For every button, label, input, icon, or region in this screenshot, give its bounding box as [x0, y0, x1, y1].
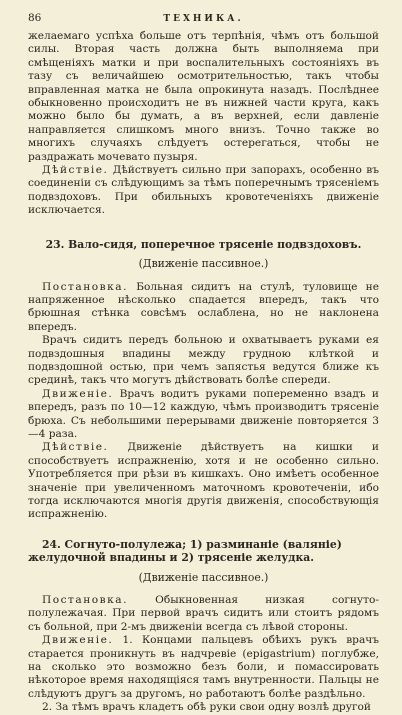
paragraph-action-top [28, 164, 379, 218]
setup-label-24: Постановка. [42, 594, 128, 607]
action-text-23: Движеніе дѣйствуетъ на кишки и способствуетъ испражненію, хотя и не особенно сильно. Употребляется при рѣзи въ кишкахъ. Оно имѣетъ особенное значеніе при увеличенномъ маточномъ кровотеченіи, ибо тогда исключаются многія другія движенія, способствующія испражненію. [28, 441, 379, 521]
section-23-movement [28, 388, 379, 442]
section-24-title: 24. Согнуто-полулежа; 1) разминаніе (валяніе) желудочной впадины и 2) трясеніе желудка. [28, 537, 342, 565]
section-23-paragraph-2: Врачъ сидитъ передъ больною и охватываетъ руками ея подвздошныя впадины между грудною клѣткой и подвздошной остью, при чемъ запястья ведутся ближе къ срединѣ, такъ что могутъ дѣйствовать болѣе спереди. [28, 334, 379, 387]
section-23-setup [28, 281, 379, 335]
running-header [28, 12, 379, 30]
section-23-subtitle: (Движеніе пассивное.) [138, 257, 269, 271]
action-label-23: Дѣйствіе. [42, 441, 109, 454]
movement-label: Движеніе. [42, 387, 114, 400]
paragraph-continued: желаемаго успѣха больше отъ терпѣнія, чѣмъ отъ большой силы. Вторая часть должна быть выполняема при смѣщеніяхъ матки и при воспалительныхъ состояніяхъ въ тазу съ величайшею осмотрительностью, такъ чтобы вправленная матка не была опрокинута назадъ. Послѣднее обыкновенно происходитъ не въ нижней части круга, какъ можно было бы думать, а въ верхней, если давленіе направляется слишкомъ много внизъ. Точно также во многихъ случаяхъ слѣдуетъ остерегаться, чтобы не раздражать мочевато пузыря. [28, 30, 379, 163]
section-23-title: 23. Вало-сидя, поперечное трясеніе подвздоховъ. [45, 237, 362, 251]
section-24-setup [28, 594, 379, 634]
setup-label: Постановка. [42, 280, 128, 293]
movement-text: Врачъ водитъ руками попеременно взадъ и впередъ, разъ по 10—12 каждую, чѣмъ производитъ трясеніе брюха. Съ небольшими перерывами движеніе повторяется 3—4 раза. [28, 387, 379, 440]
movement-label-24: Движеніе. [42, 634, 114, 647]
section-23-action [28, 441, 379, 521]
movement-text-24: 1. Концами пальцевъ обѣихъ рукъ врачъ старается проникнуть въ надчревіе (epigastrium) поглубже, на сколько это возможно безъ боли, и помассировать нѣкоторое время находящіяся тамъ внутренности. Пальцы не слѣдуютъ другъ за другомъ, но работаютъ болѣе раздѣльно. [28, 634, 379, 700]
page-number: 86 [28, 12, 42, 24]
section-24-last-line: 2. За тѣмъ врачъ кладетъ обѣ руки свои одну возлѣ другой [42, 701, 371, 714]
setup-text: Больная сидитъ на стулѣ, туловище не напряженное нѣсколько спадается впередъ, такъ что брюшная стѣнка совсѣмъ ослаблена, но не наклонена впередъ. [28, 280, 379, 333]
action-label: Дѣйствіе. [42, 164, 109, 177]
setup-text-24: Обыкновенная низкая согнуто-полулежачая. При первой врачъ сидитъ или стоитъ рядомъ съ больной, при 2-мъ движеніи всегда съ лѣвой стороны. [28, 594, 379, 633]
section-24-movement [28, 634, 379, 701]
running-title: ТЕХНИКА. [163, 14, 244, 24]
section-24-subtitle: (Движеніе пассивное.) [138, 570, 269, 584]
action-text: Дѣйствуетъ сильно при запорахъ, особенно въ соединеніи съ слѣдующимъ за тѣмъ поперечнымъ трясеніемъ подвздоховъ. При обильныхъ кровотеченіяхъ движеніе исключается. [28, 164, 379, 217]
